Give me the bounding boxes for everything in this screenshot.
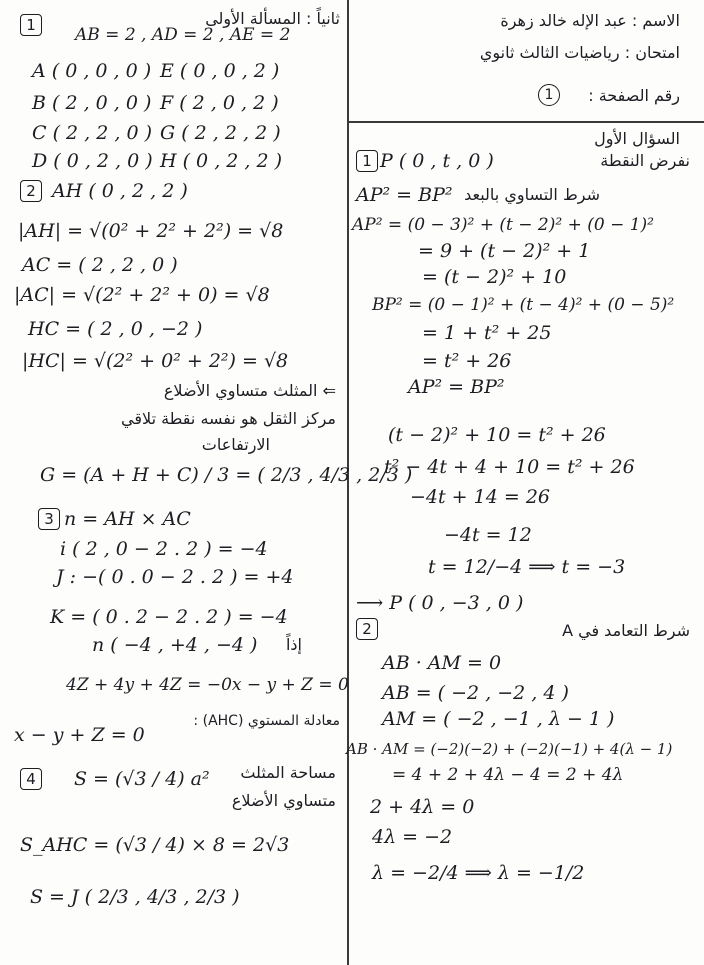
question-number-2: 2 [20,180,42,202]
header-divider [349,121,704,123]
component-j: J : −( 0 . 0 − 2 . 2 ) = +4 [56,566,294,588]
plane-equation: x − y + Z = 0 [14,724,145,746]
final-point: S = J ( 2/3 , 4/3 , 2/3 ) [30,886,240,908]
centroid-formula: G = (A + H + C) / 3 = ( 2/3 , 4/3 , 2/3 ) [40,464,413,486]
plane-expansion: 4Z + 4y + 4Z = −0x − y + Z = 0 [66,675,349,695]
vector-AC: AC = ( 2 , 2 , 0 ) [22,254,178,276]
norm-HC: |HC| = √(2² + 0² + 2²) = √8 [22,350,289,372]
AP-step-1: = 9 + (t − 2)² + 1 [418,240,591,262]
assume-point-label: نفرض النقطة [600,151,690,170]
page-label: رقم الصفحة : [588,86,680,105]
equation-4: −4t = 12 [444,524,532,546]
area-label: مساحة المثلث [240,763,336,782]
norm-AC: |AC| = √(2² + 2² + 0) = √8 [14,284,270,306]
dot-product-expansion: AB · AM = (−2)(−2) + (−2)(−1) + 4(λ − 1) [346,740,673,758]
BP-squared: BP² = (0 − 1)² + (t − 4)² + (0 − 5)² [372,295,675,315]
exam-subject: امتحان : رياضيات الثالث ثانوي [479,43,680,62]
AP-squared: AP² = (0 − 3)² + (t − 2)² + (0 − 1)² [352,215,654,235]
point-C: C ( 2 , 2 , 0 ) [32,122,152,144]
equidistance-label: شرط التساوي بالبعد [464,185,600,204]
area-value: S_AHC = (√3 / 4) × 8 = 2√3 [20,834,290,856]
lambda-equation: 2 + 4λ = 0 [370,796,475,818]
point-F: F ( 2 , 0 , 2 ) [160,92,279,114]
normal-vector: n ( −4 , +4 , −4 ) [92,634,258,656]
point-A: A ( 0 , 0 , 0 ) [32,60,152,82]
page-number: 1 [538,84,560,106]
vector-AM: AM = ( −2 , −1 , λ − 1 ) [382,708,615,730]
plane-equation-label: معادلة المستوي (AHC) : [193,713,340,729]
point-D: D ( 0 , 2 , 0 ) [32,150,153,172]
solution-t: t = 12/−4 ⟹ t = −3 [428,556,626,578]
therefore-label: إذاً [285,635,302,654]
equation-2: t² − 4t + 4 + 10 = t² + 26 [384,456,635,478]
dot-product-condition: AB · AM = 0 [382,652,502,674]
equidistance-condition: AP² = BP² [356,184,453,206]
section-title: ثانياً : المسألة الأولى [205,9,340,28]
norm-AH: |AH| = √(0² + 2² + 2²) = √8 [18,220,284,242]
given-lengths: AB = 2 , AD = 2 , AE = 2 [75,25,291,45]
question-number-1: 1 [20,14,42,36]
point-B: B ( 2 , 0 , 0 ) [32,92,152,114]
BP-step-2: = t² + 26 [422,350,512,372]
question-number-r2: 2 [356,618,378,640]
equality-restated: AP² = BP² [408,376,505,398]
question-number-4: 4 [20,768,42,790]
AP-step-2: = (t − 2)² + 10 [422,266,567,288]
BP-step-1: = 1 + t² + 25 [422,322,552,344]
orthogonality-label: شرط التعامد في A [562,621,690,640]
lambda-step: 4λ = −2 [372,826,453,848]
student-name: الاسم : عبد الإله خالد زهرة [500,11,680,30]
area-formula: S = (√3 / 4) a² [74,768,210,790]
vector-AB: AB = ( −2 , −2 , 4 ) [382,682,569,704]
component-k: K = ( 0 . 2 − 2 . 2 ) = −4 [50,606,288,628]
point-E: E ( 0 , 0 , 2 ) [160,60,280,82]
question-number-3: 3 [38,508,60,530]
lambda-solution: λ = −2/4 ⟹ λ = −1/2 [372,862,585,884]
conclusion-centroid: مركز الثقل هو نفسه نقطة تلاقي [121,409,336,428]
vector-AH: AH ( 0 , 2 , 2 ) [52,180,188,202]
equation-1: (t − 2)² + 10 = t² + 26 [388,424,606,446]
question-number-r1: 1 [356,150,378,172]
point-P: P ( 0 , t , 0 ) [380,150,494,172]
point-P-result: ⟶ P ( 0 , −3 , 0 ) [356,592,524,614]
component-i: i ( 2 , 0 − 2 . 2 ) = −4 [60,538,268,560]
area-label-equilateral: متساوي الأضلاع [231,791,336,810]
question-title: السؤال الأول [594,129,680,148]
conclusion-altitudes: الارتفاعات [201,435,270,454]
vector-HC: HC = ( 2 , 0 , −2 ) [28,318,203,340]
conclusion-equilateral: ⇐ المثلث متساوي الأضلاع [163,381,336,400]
dot-product-simplified: = 4 + 2 + 4λ − 4 = 2 + 4λ [392,765,624,785]
equation-3: −4t + 14 = 26 [410,486,550,508]
point-G: G ( 2 , 2 , 2 ) [160,122,281,144]
normal-vector-def: n = AH × AC [64,508,191,530]
point-H: H ( 0 , 2 , 2 ) [160,150,283,172]
